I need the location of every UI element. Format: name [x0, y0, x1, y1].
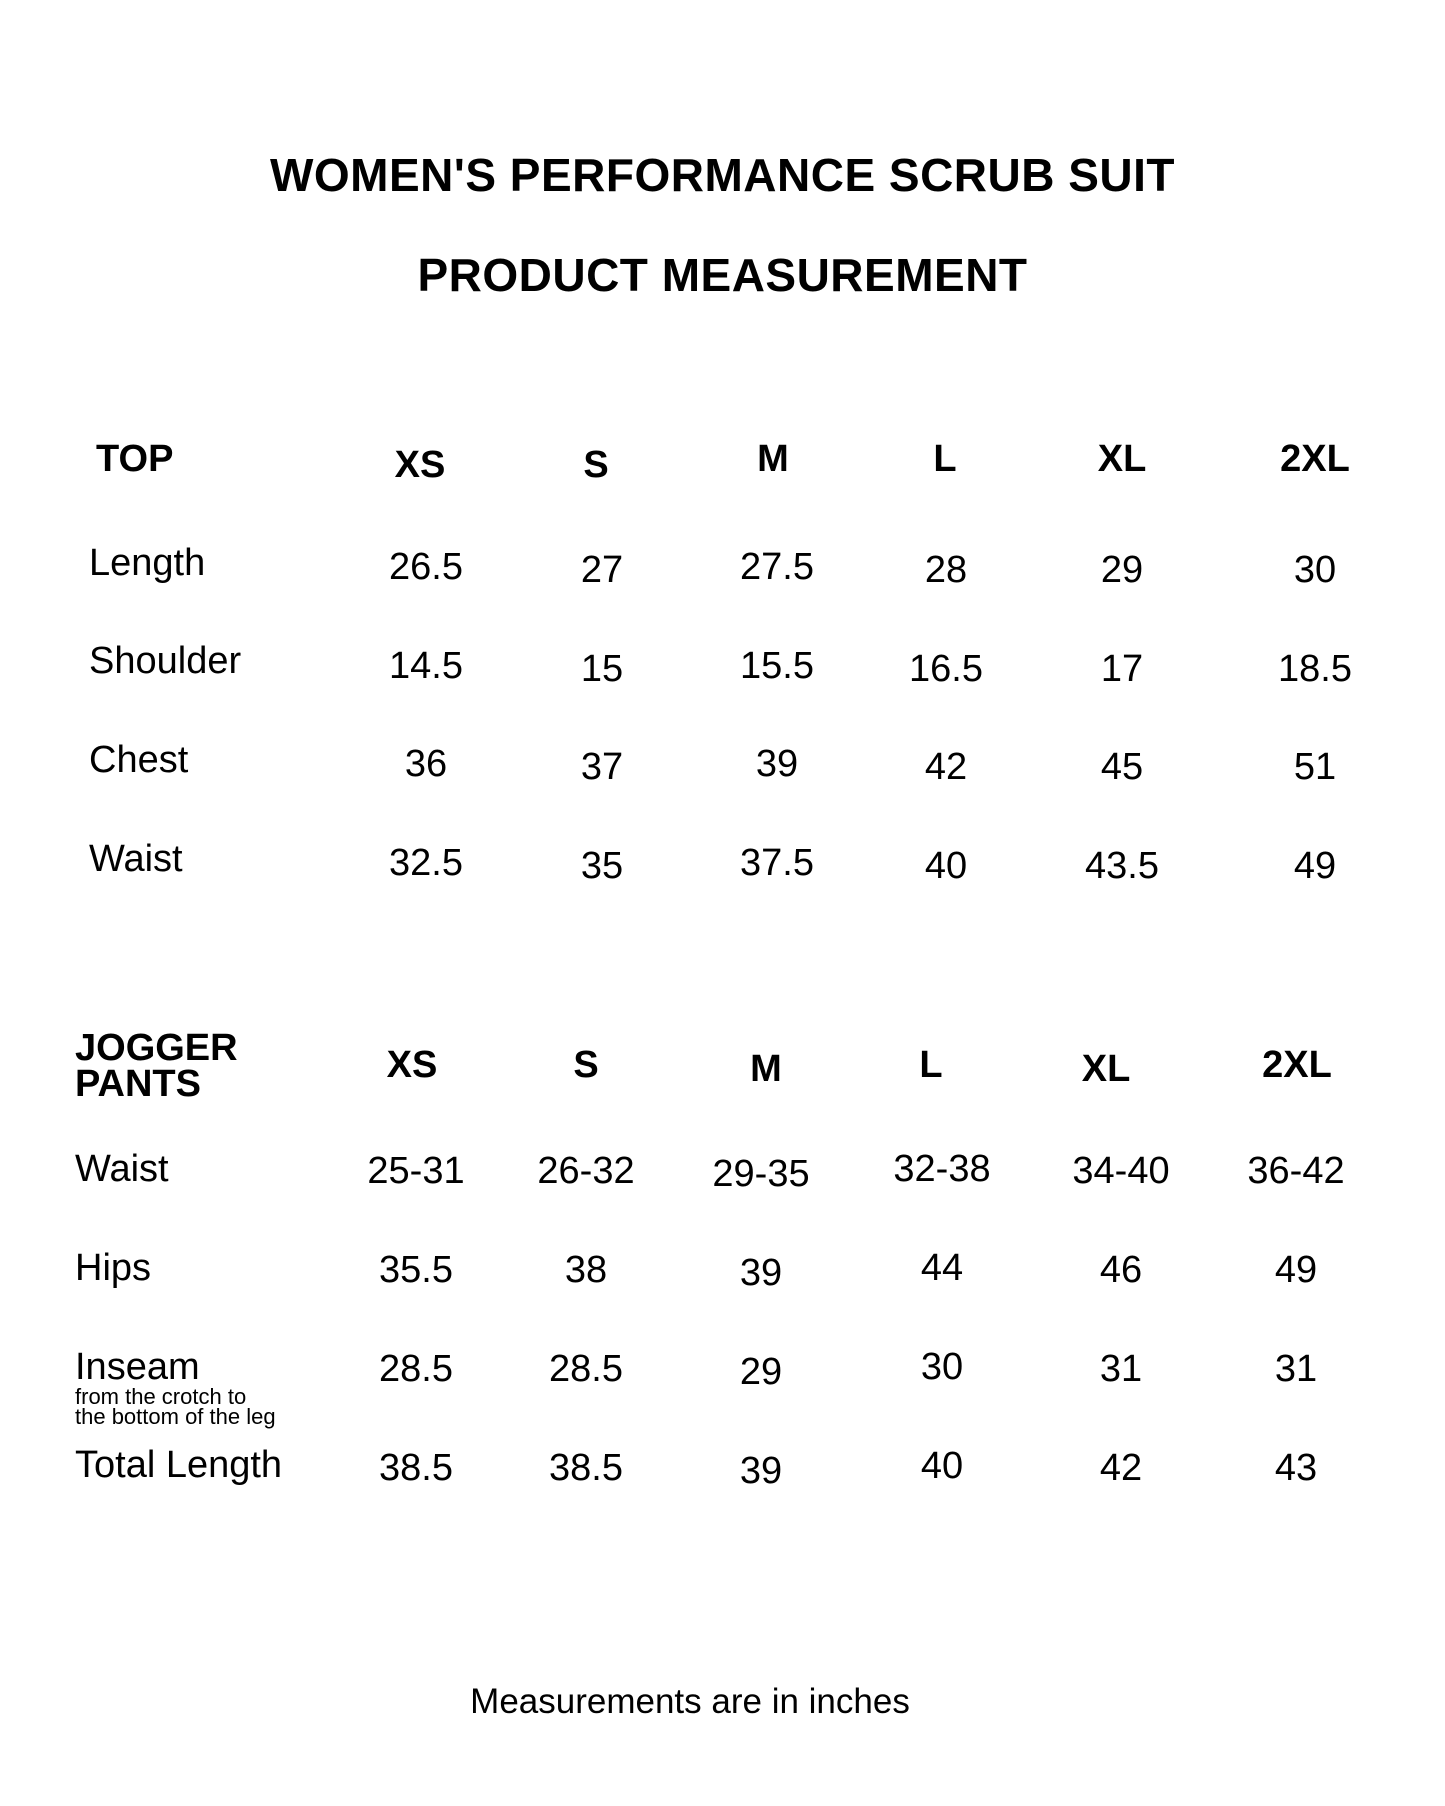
- row-label: Inseam: [75, 1346, 200, 1388]
- table-cell: 39: [755, 743, 799, 785]
- pants-size-header: S: [573, 1044, 599, 1086]
- table-cell: 38: [564, 1249, 608, 1291]
- document-title: WOMEN'S PERFORMANCE SCRUB SUIT: [269, 149, 1176, 201]
- row-label: Chest: [89, 739, 189, 781]
- row-label: Length: [89, 542, 206, 584]
- table-cell: 15: [580, 648, 624, 690]
- table-cell: 28.5: [549, 1348, 623, 1390]
- table-cell: 32.5: [389, 842, 463, 884]
- top-size-header: L: [933, 438, 957, 480]
- row-label: Waist: [89, 838, 183, 880]
- pants-size-header: L: [919, 1044, 943, 1086]
- table-cell: 44: [920, 1247, 964, 1289]
- table-cell: 27.5: [740, 546, 814, 588]
- pants-section-line: PANTS: [75, 1063, 201, 1105]
- table-cell: 49: [1293, 845, 1337, 887]
- table-cell: 51: [1293, 746, 1337, 788]
- table-cell: 29-35: [712, 1153, 810, 1195]
- table-cell: 39: [739, 1450, 783, 1492]
- table-cell: 26-32: [537, 1150, 635, 1192]
- pants-section-label: [75, 1027, 238, 1105]
- table-cell: 14.5: [389, 645, 463, 687]
- row-sublabel: from the crotch to: [75, 1384, 247, 1409]
- pants-size-header: 2XL: [1262, 1044, 1332, 1086]
- table-cell: 39: [739, 1252, 783, 1294]
- pants-size-header: XS: [386, 1044, 438, 1086]
- row-label: Hips: [75, 1247, 152, 1289]
- table-cell: 26.5: [389, 546, 463, 588]
- table-cell: 25-31: [367, 1150, 465, 1192]
- table-cell: 32-38: [893, 1148, 991, 1190]
- table-cell: 31: [1274, 1348, 1318, 1390]
- table-cell: 45: [1100, 746, 1144, 788]
- table-cell: 46: [1099, 1249, 1143, 1291]
- table-cell: 28: [924, 549, 968, 591]
- table-cell: 38.5: [379, 1447, 453, 1489]
- top-size-header: XS: [394, 444, 446, 486]
- row-label: Total Length: [75, 1444, 283, 1486]
- table-cell: 34-40: [1072, 1150, 1170, 1192]
- table-cell: 31: [1099, 1348, 1143, 1390]
- table-cell: 40: [924, 845, 968, 887]
- table-cell: 15.5: [740, 645, 814, 687]
- top-size-header: M: [757, 438, 789, 480]
- table-cell: 37.5: [740, 842, 814, 884]
- table-cell: 30: [920, 1346, 964, 1388]
- table-cell: 35: [580, 845, 624, 887]
- footer-note: Measurements are in inches: [470, 1682, 910, 1721]
- table-cell: 43: [1274, 1447, 1318, 1489]
- table-cell: 27: [580, 549, 624, 591]
- document-subtitle: PRODUCT MEASUREMENT: [417, 249, 1028, 301]
- top-size-header: 2XL: [1280, 438, 1350, 480]
- pants-size-header: M: [750, 1048, 782, 1090]
- table-cell: 16.5: [909, 648, 983, 690]
- table-cell: 18.5: [1278, 648, 1352, 690]
- row-label: Waist: [75, 1148, 169, 1190]
- table-cell: 35.5: [379, 1249, 453, 1291]
- table-cell: 29: [739, 1351, 783, 1393]
- table-cell: 42: [1099, 1447, 1143, 1489]
- top-size-header: XL: [1097, 438, 1147, 480]
- top-section-label: TOP: [96, 438, 174, 480]
- table-cell: 17: [1100, 648, 1144, 690]
- table-cell: 42: [924, 746, 968, 788]
- table-cell: 28.5: [379, 1348, 453, 1390]
- table-cell: 37: [580, 746, 624, 788]
- table-cell: 30: [1293, 549, 1337, 591]
- table-cell: 29: [1100, 549, 1144, 591]
- table-cell: 40: [920, 1445, 964, 1487]
- row-label: Shoulder: [89, 640, 242, 682]
- table-cell: 36: [404, 743, 448, 785]
- table-cell: 36-42: [1247, 1150, 1345, 1192]
- table-cell: 43.5: [1085, 845, 1159, 887]
- table-cell: 49: [1274, 1249, 1318, 1291]
- pants-size-header: XL: [1081, 1048, 1131, 1090]
- row-sublabel: the bottom of the leg: [75, 1404, 276, 1429]
- table-cell: 38.5: [549, 1447, 623, 1489]
- pants-section-line: JOGGER: [75, 1027, 238, 1069]
- top-size-header: S: [583, 444, 609, 486]
